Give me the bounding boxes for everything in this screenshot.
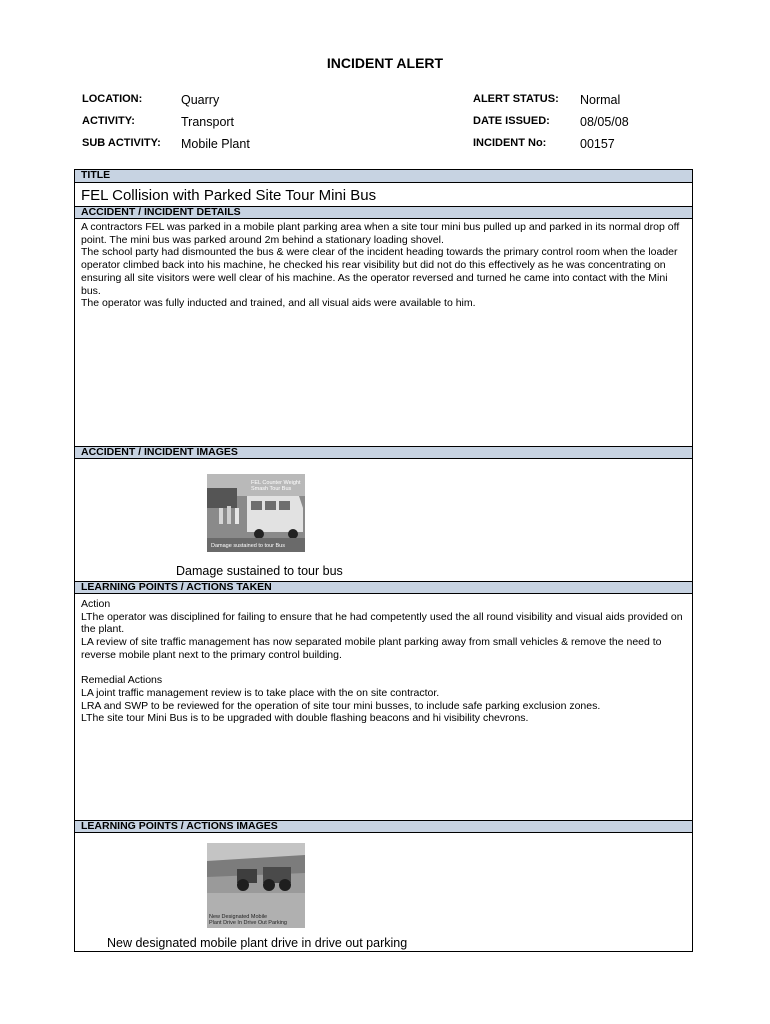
date-issued-value: 08/05/08	[580, 115, 629, 129]
page-title: INCIDENT ALERT	[326, 55, 444, 71]
location-label: LOCATION:	[82, 93, 143, 105]
activity-label: ACTIVITY:	[82, 115, 135, 127]
sub-activity-value: Mobile Plant	[181, 137, 250, 151]
alert-status-label: ALERT STATUS:	[473, 93, 559, 105]
learning-section-header: LEARNING POINTS / ACTIONS TAKEN	[75, 581, 692, 594]
location-value: Quarry	[181, 93, 220, 107]
learning-images-section-header: LEARNING POINTS / ACTIONS IMAGES	[75, 820, 692, 833]
sub-activity-label: SUB ACTIVITY:	[82, 137, 161, 149]
parking-photo-caption: New designated mobile plant drive in drive out parking	[107, 936, 408, 950]
damage-photo	[207, 474, 305, 552]
learning-points-text: Action LThe operator was disciplined for failing to ensure that he had competently used the all round visibility and visual aids provided on the plant. LA review of site traffic management has now separated mobile plant parking away from small vehicles & remove the need to reverse mobile plant next to the primary control building. Remedial Actions LA joint traffic management review is to take place with the on site contractor. LRA and SWP to be reviewed for the operation of site tour mini busses, to include safe parking exclusion zones. LThe site tour Mini Bus is to be upgraded with double flashing beacons and hi visibility chevrons.	[81, 598, 683, 725]
parking-photo-overlay: New Designated Mobile Plant Drive In Drive Out Parking	[209, 914, 287, 926]
damage-photo-overlay-top: FEL Counter Weight Smash Tour Bus	[251, 480, 301, 492]
incident-form	[74, 169, 693, 952]
incident-no-value: 00157	[580, 137, 615, 151]
alert-status-value: Normal	[580, 93, 621, 107]
date-issued-label: DATE ISSUED:	[473, 115, 550, 127]
incident-no-label: INCIDENT No:	[473, 137, 547, 149]
images-section-header: ACCIDENT / INCIDENT IMAGES	[75, 446, 692, 459]
activity-value: Transport	[181, 115, 235, 129]
title-section-header: TITLE	[75, 170, 692, 183]
incident-details-text: A contractors FEL was parked in a mobile plant parking area when a site tour mini bus pulled up and parked in its normal drop off point. The mini bus was parked around 2m behind a stationary loading shovel. The school party had dismounted the bus & were clear of the incident heading towards the primary control room when the loader operator climbed back into his machine, he checked his rear visibility but did not do this effectively as he was concentrating on ensuring all site visitors were well clear of his machine. As the operator reversed and turned he came into contact with the Mini bus. The operator was fully inducted and trained, and all visual aids were available to him.	[81, 221, 680, 310]
parking-photo	[207, 843, 305, 928]
damage-photo-overlay-bottom: Damage sustained to tour Bus	[211, 543, 285, 549]
details-section-header: ACCIDENT / INCIDENT DETAILS	[75, 206, 692, 219]
incident-title: FEL Collision with Parked Site Tour Mini Bus	[81, 187, 377, 204]
damage-photo-caption: Damage sustained to tour bus	[176, 564, 343, 578]
